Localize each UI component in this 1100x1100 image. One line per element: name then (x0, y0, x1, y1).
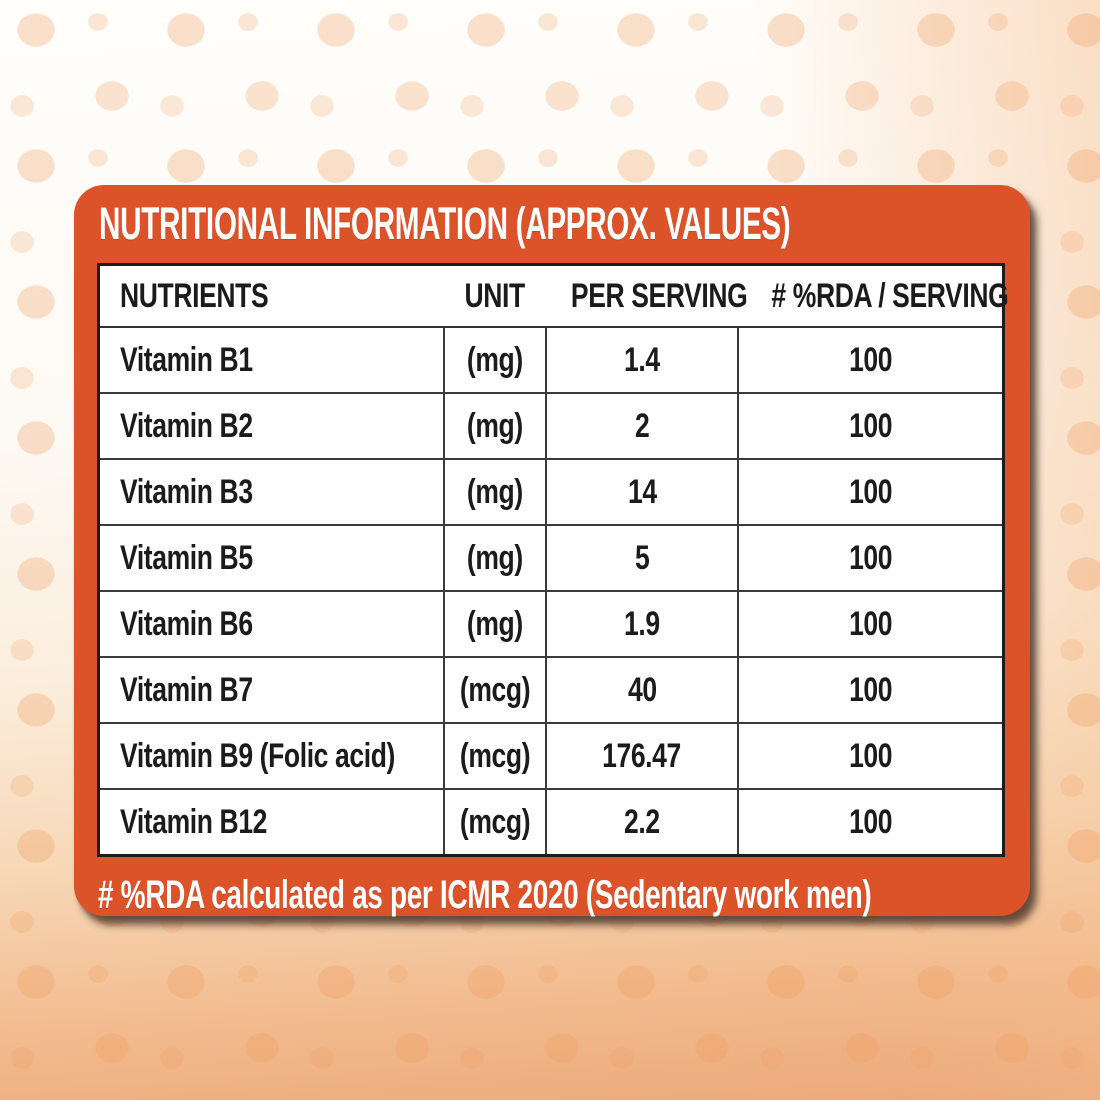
cell-unit (444, 657, 545, 723)
column-header-per-serving (546, 265, 747, 328)
rda-value: 100 (849, 340, 893, 379)
card-header (74, 185, 1030, 263)
cell-rda (738, 525, 1003, 591)
per-serving-value: 40 (627, 670, 657, 709)
per-serving-value: 2.2 (624, 802, 660, 841)
per-serving-value: 1.4 (624, 340, 660, 379)
per-serving-value: 176.47 (602, 736, 682, 775)
cell-per-serving (546, 459, 739, 525)
unit-value: (mg) (466, 406, 523, 445)
unit-value: (mg) (466, 538, 523, 577)
cell-nutrient (99, 789, 445, 856)
rda-value: 100 (849, 670, 893, 709)
nutrient-name: Vitamin B7 (120, 670, 253, 709)
column-header-unit (444, 265, 545, 328)
per-serving-value: 2 (634, 406, 650, 445)
cell-rda (738, 459, 1003, 525)
cell-rda (738, 393, 1003, 459)
column-header-nutrients (99, 265, 445, 328)
cell-unit (444, 591, 545, 657)
cell-nutrient (99, 525, 445, 591)
nutrition-table (97, 263, 1009, 857)
unit-value: (mg) (466, 340, 523, 379)
cell-per-serving (546, 591, 739, 657)
nutrient-name: Vitamin B12 (120, 802, 268, 841)
nutrient-name: Vitamin B3 (120, 472, 253, 511)
rda-value: 100 (849, 604, 893, 643)
rda-value: 100 (849, 736, 893, 775)
unit-value: (mcg) (459, 670, 530, 709)
table-row (99, 393, 1004, 459)
table-row (99, 525, 1004, 591)
rda-value: 100 (849, 472, 893, 511)
rda-value: 100 (849, 802, 893, 841)
cell-per-serving (546, 393, 739, 459)
table-row (99, 459, 1004, 525)
table-row (99, 657, 1004, 723)
rda-footnote: # %RDA calculated as per ICMR 2020 (Sedentary work men) (98, 872, 872, 917)
cell-per-serving (546, 789, 739, 856)
per-serving-value: 5 (634, 538, 650, 577)
cell-per-serving (546, 657, 739, 723)
cell-nutrient (99, 723, 445, 789)
rda-value: 100 (849, 538, 893, 577)
cell-nutrient (99, 657, 445, 723)
cell-unit (444, 789, 545, 856)
column-header-label: NUTRIENTS (120, 276, 269, 315)
per-serving-value: 1.9 (624, 604, 660, 643)
cell-rda (738, 789, 1003, 856)
cell-nutrient (99, 459, 445, 525)
cell-rda (738, 591, 1003, 657)
cell-nutrient (99, 591, 445, 657)
cell-unit (444, 393, 545, 459)
cell-nutrient (99, 327, 445, 393)
nutrient-name: Vitamin B2 (120, 406, 253, 445)
table-row (99, 789, 1004, 856)
cell-unit (444, 327, 545, 393)
unit-value: (mg) (466, 604, 523, 643)
nutrient-name: Vitamin B9 (Folic acid) (120, 736, 395, 775)
nutrient-name: Vitamin B1 (120, 340, 253, 379)
cell-per-serving (546, 525, 739, 591)
unit-value: (mcg) (459, 736, 530, 775)
rda-value: 100 (849, 406, 893, 445)
table-row (99, 591, 1004, 657)
table-row (99, 327, 1004, 393)
column-header-label: UNIT (464, 276, 526, 315)
table-row (99, 723, 1004, 789)
cell-per-serving (546, 723, 739, 789)
column-header-label: PER SERVING (570, 276, 747, 315)
nutrient-name: Vitamin B6 (120, 604, 253, 643)
cell-rda (738, 327, 1003, 393)
nutrition-card (74, 185, 1030, 916)
cell-unit (444, 525, 545, 591)
cell-unit (444, 459, 545, 525)
cell-rda (738, 723, 1003, 789)
column-header-rda-serving (738, 265, 1009, 328)
per-serving-value: 14 (627, 472, 657, 511)
table-header-row (99, 265, 1004, 328)
card-footer (74, 857, 1030, 933)
cell-unit (444, 723, 545, 789)
column-header-label: # %RDA / SERVING (771, 276, 1009, 315)
cell-nutrient (99, 393, 445, 459)
page-title: NUTRITIONAL INFORMATION (APPROX. VALUES) (99, 198, 791, 249)
nutrient-name: Vitamin B5 (120, 538, 253, 577)
unit-value: (mcg) (459, 802, 530, 841)
cell-per-serving (546, 327, 739, 393)
unit-value: (mg) (466, 472, 523, 511)
cell-rda (738, 657, 1003, 723)
